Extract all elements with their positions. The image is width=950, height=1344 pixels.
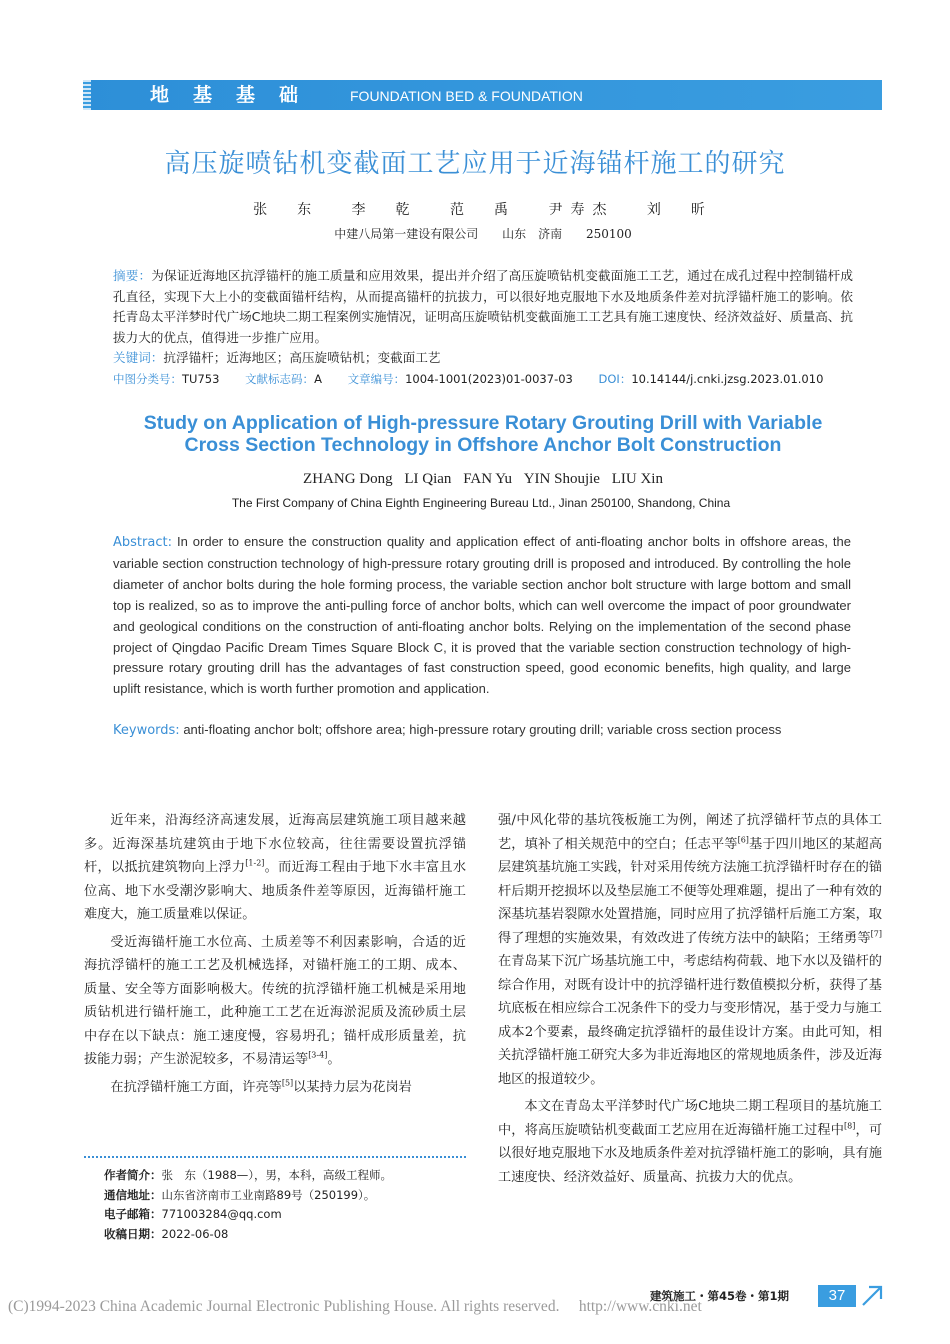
dotted-divider: [84, 1156, 466, 1158]
abstract-cn-label: 摘要：: [113, 268, 152, 283]
author-name-en: FAN Yu: [463, 471, 512, 487]
author-name-en: LI Qian: [404, 471, 452, 487]
keywords-cn: [113, 348, 853, 368]
citation[interactable]: [1-2]: [245, 858, 265, 868]
author-name-en: LIU Xin: [611, 471, 663, 487]
body-paragraph: 本文在青岛太平洋梦时代广场C地块二期工程项目的基坑施工中，将高压旋喷钻机变截面工艺应用在近海锚杆施工过程中[8]，可以很好地克服地下水及地质条件差对抗浮锚杆施工的影响，具有施工速度快、经济效益好、质量高、抗拔力大的优点。: [498, 1099, 883, 1185]
email-value[interactable]: 771003284@qq.com: [161, 1207, 282, 1221]
affiliation-org: 中建八局第一建设有限公司: [334, 227, 479, 241]
author-name-cn: 刘 昕: [646, 202, 713, 218]
affiliation-city: 山东 济南: [502, 227, 563, 241]
abstract-en-text: In order to ensure the construction quality and application effect of anti-floating anchor bolts in offshore areas, the variable section construction technology of high-pressure rotary grouting drill is proposed and introduced. By controlling the hole diameter of anchor bolts during the hole forming process, the variable section anchor bolt structure with large bottom and small top is realized, so as to improve the anti-pulling force of anchor bolts, which can well overcome the impact of poor groundwater and geological conditions on the construction of anti-floating anchor bolts. Relying on the implementation of the second phase project of Qingdao Pacific Dream Times Square Block C, it is proved that the variable section construction technology of high-pressure rotary grouting drill has the advantages of fast construction speed, good economic benefits, high quality, and large uplift resistance, which is worth further promotion and application.: [113, 534, 851, 697]
body-column-left: [84, 809, 466, 1099]
author-name-cn: 尹寿杰: [548, 202, 615, 218]
affiliation-en: The First Company of China Eighth Engineering Bureau Ltd., Jinan 250100, Shandong, China: [231, 496, 731, 510]
keywords-cn-text: 抗浮锚杆；近海地区；高压旋喷钻机；变截面工艺: [163, 350, 441, 365]
body-paragraph: 近年来，沿海经济高速发展，近海高层建筑施工项目越来越多。近海深基坑建筑由于地下水位较高，往往需要设置抗浮锚杆，以抵抗建筑物向上浮力[1-2]。而近海工程由于地下水丰富且水位高、地下水受潮汐影响大、地质条件差等原因，近海锚杆施工难度大，施工质量难以保证。: [84, 813, 467, 922]
citation[interactable]: [5]: [281, 1078, 294, 1088]
doi-value: 10.14144/j.cnki.jzsg.2023.01.010: [631, 372, 824, 386]
keywords-en-label: Keywords:: [113, 723, 180, 738]
authors-cn: [0, 200, 950, 220]
author-name-cn: 范 禹: [450, 202, 516, 218]
author-name-cn: 李 乾: [351, 202, 418, 218]
doc-code-label: 文献标志码：: [245, 372, 315, 386]
body-paragraph: 在抗浮锚杆施工方面，许亮等[5]以某持力层为花岗岩: [110, 1078, 412, 1095]
article-no-label: 文章编号：: [347, 372, 406, 386]
body-paragraph: 受近海锚杆施工水位高、土质差等不利因素影响，合适的近海抗浮锚杆的施工工艺及机械选择，对锚杆施工的工期、成本、质量、安全等方面影响极大。传统的抗浮锚杆施工机械是采用地质钻机进行锚杆施工，此种施工工艺在近海淤泥质及流砂质土层中存在以下缺点：施工速度慢，容易坍孔；锚杆成形质量差，抗拔能力弱；产生淤泥较多，不易清运等[3-4]。: [84, 934, 466, 1067]
citation[interactable]: [3-4]: [308, 1050, 328, 1060]
received-date-value: 2022-06-08: [161, 1226, 229, 1241]
address-value: 山东省济南市工业南路89号（250199）。: [161, 1187, 376, 1202]
keywords-en: [113, 720, 853, 741]
journal-footer: 建筑施工・第45卷・第1期: [650, 1289, 790, 1303]
bio-label: 作者简介：: [104, 1168, 162, 1182]
abstract-en: [113, 532, 851, 700]
bio-value: 张 东（1988—），男，本科，高级工程师。: [161, 1168, 393, 1182]
clc-value: TU753: [182, 372, 220, 386]
received-date-label: 收稿日期：: [104, 1226, 162, 1241]
author-info-box: [84, 1156, 466, 1248]
section-title-en: FOUNDATION BED & FOUNDATION: [350, 88, 583, 104]
affiliation-cn: [0, 225, 950, 243]
title-en-line-2: Cross Section Technology in Offshore Anchor Bolt Construction: [184, 434, 782, 456]
section-title-cn: 地基基础: [150, 84, 323, 106]
paper-title-cn: 高压旋喷钻机变截面工艺应用于近海锚杆施工的研究: [164, 149, 786, 179]
copyright-watermark: (C)1994-2023 China Academic Journal Electronic Publishing House. All rights reserved. http://www.cnki.net: [8, 1298, 702, 1315]
body-column-right: [498, 809, 882, 1189]
clc-label: 中图分类号：: [113, 372, 182, 386]
author-name-en: YIN Shoujie: [523, 471, 600, 487]
abstract-en-label: Abstract:: [113, 535, 172, 550]
citation[interactable]: [8]: [844, 1121, 856, 1131]
address-label: 通信地址：: [104, 1187, 162, 1202]
arrow-icon: [860, 1284, 884, 1308]
keywords-en-text: anti-floating anchor bolt; offshore area; high-pressure rotary grouting drill; variable cross section process: [183, 722, 782, 737]
page-number: 37: [818, 1285, 856, 1307]
doi-label: DOI：: [598, 372, 632, 386]
keywords-cn-label: 关键词：: [113, 350, 164, 365]
authors-en: [0, 469, 950, 489]
author-name-en: ZHANG Dong: [303, 471, 393, 487]
citation[interactable]: [7]: [870, 929, 882, 939]
abstract-cn-text: 为保证近海地区抗浮锚杆的施工质量和应用效果，提出并介绍了高压旋喷钻机变截面施工工艺，通过在成孔过程中控制锚杆成孔直径，实现下大上小的变截面锚杆结构，从而提高锚杆的抗拔力，可以很好地克服地下水及地质条件差对抗浮锚杆施工的影响。依托青岛太平洋梦时代广场C地块二期工程案例实施情况，证明高压旋喷钻机变截面施工工艺具有施工速度快、经济效益好、质量高、抗拔力大的优点，值得进一步推广应用。: [113, 268, 854, 345]
citation[interactable]: [6]: [737, 835, 749, 845]
body-paragraph: 强/中风化带的基坑筏板施工为例，阐述了抗浮锚杆节点的具体工艺，填补了相关规范中的空白；任志平等[6]基于四川地区的某超高层建筑基坑施工实践，针对采用传统方法施工抗浮锚杆时存在的锚杆后期开挖损坏以及垫层施工不便等处理难题，提出了一种有效的深基坑基岩裂隙水处置措施，同时应用了抗浮锚杆后施工方案，取得了理想的实施效果，有效改进了传统方法中的缺陷；王绪勇等[7]在青岛某下沉广场基坑施工中，考虑结构荷载、地下水以及锚杆的综合作用，对既有设计中的抗浮锚杆进行数值模拟分析，获得了基坑底板在相应综合工况条件下的受力与变形情况，基于受力与施工成本2个要素，最终确定抗浮锚杆的最佳设计方案。由此可知，相关抗浮锚杆施工研究大多为非近海地区的常规地质条件，涉及近海地区的报道较少。: [498, 813, 883, 1087]
email-label: 电子邮箱：: [104, 1207, 162, 1221]
classification-line: [113, 370, 858, 388]
author-name-cn: 张 东: [253, 202, 320, 218]
abstract-cn: [113, 266, 853, 348]
article-no-value: 1004-1001(2023)01-0037-03: [405, 372, 573, 386]
title-en-line-1: Study on Application of High-pressure Rotary Grouting Drill with Variable: [143, 412, 823, 434]
doc-code-value: A: [314, 372, 322, 386]
paper-title-en: [0, 412, 950, 456]
affiliation-postcode: 250100: [585, 227, 632, 241]
